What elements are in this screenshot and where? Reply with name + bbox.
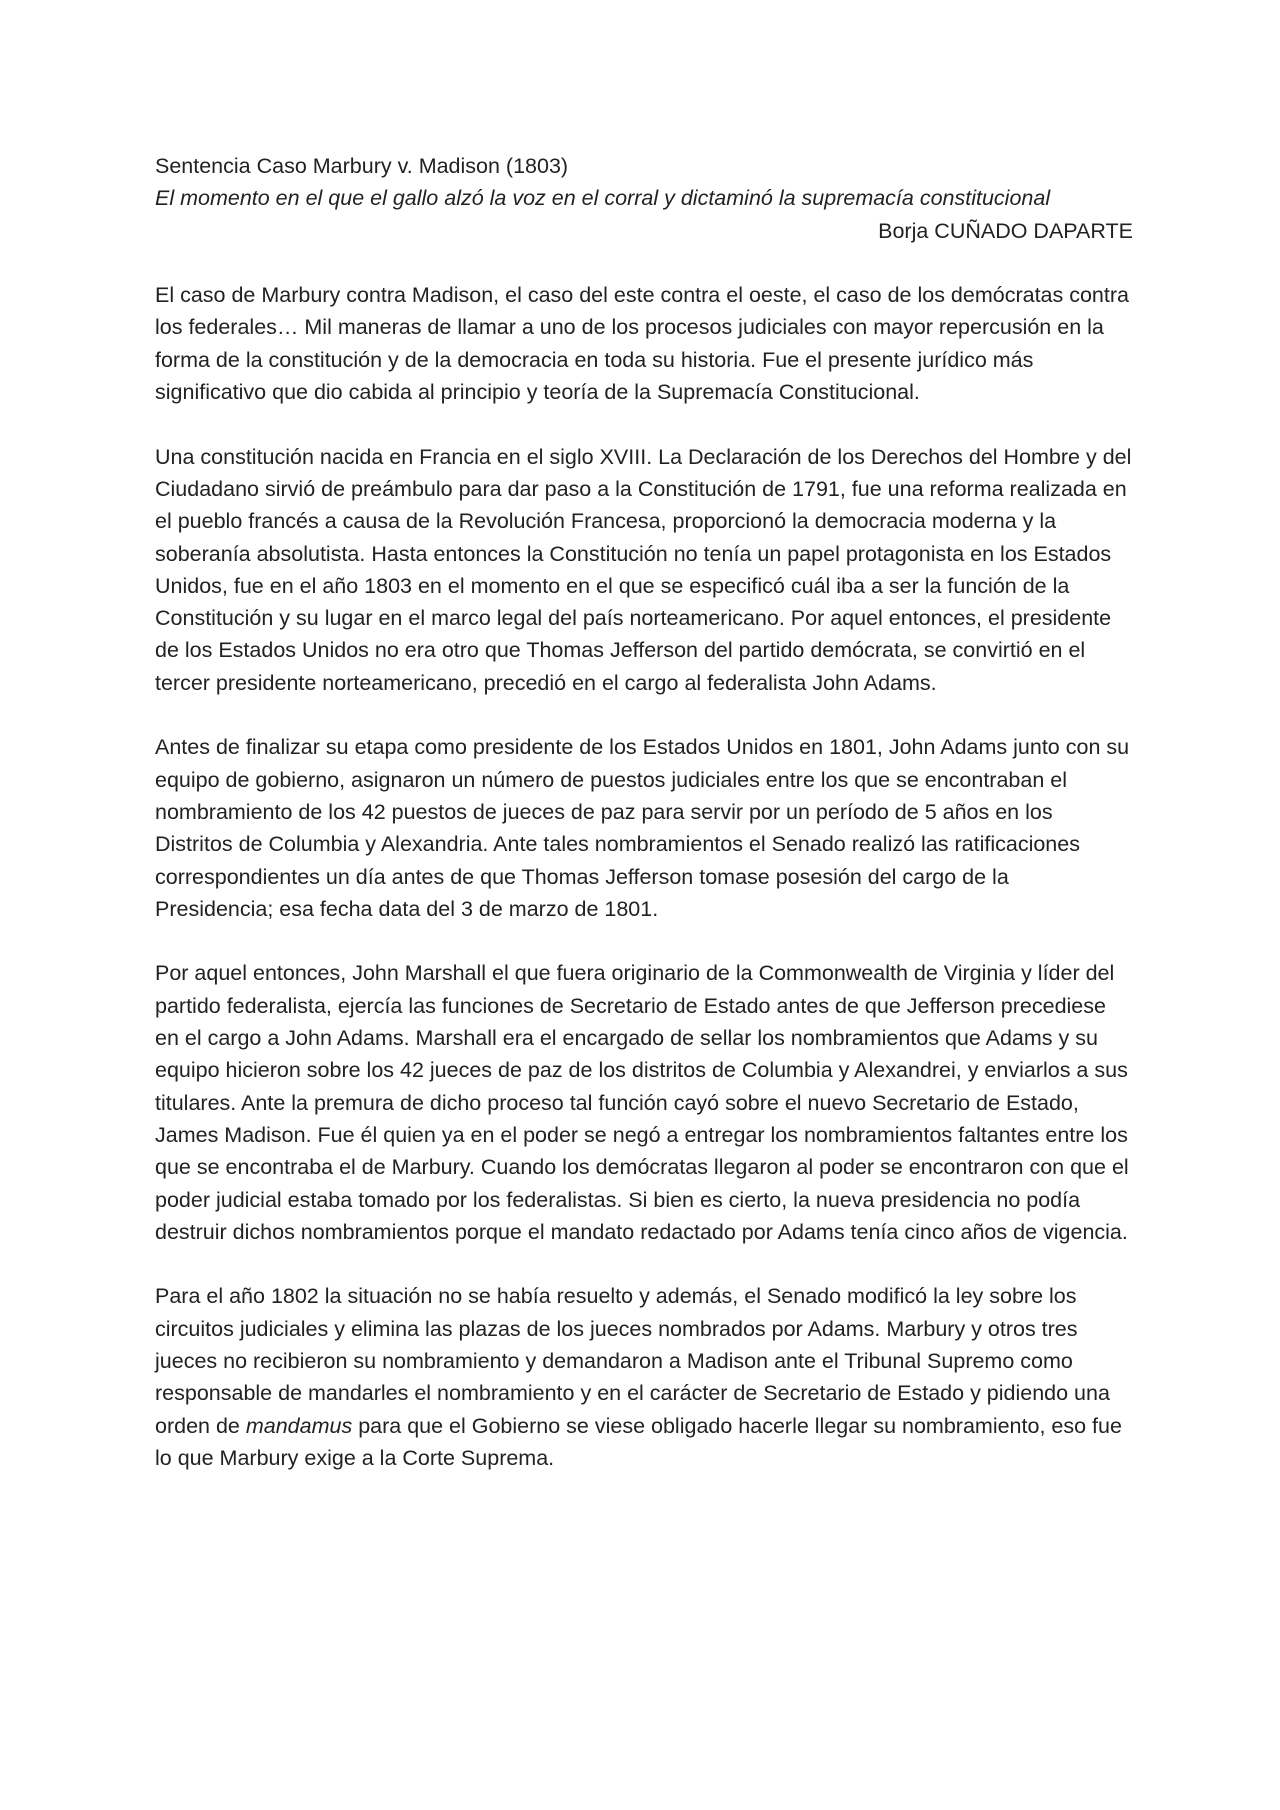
paragraph-5-text-after: para que el Gobierno se viese obligado hacerle llegar su nombramiento, eso fue lo que Marbury exige a la Corte Suprema. [155, 1413, 1122, 1470]
paragraph-5-text-before: Para el año 1802 la situación no se había resuelto y además, el Senado modificó la ley sobre los circuitos judiciales y elimina las plazas de los jueces nombrados por Adams. Marbury y otros tres jueces no recibieron su nombramiento y demandaron a Madison ante el Tribunal Supremo como responsable de mandarles el nombramiento y en el carácter de Secretario de Estado y pidiendo una orden de [155, 1284, 1110, 1438]
body-paragraph-3: Antes de finalizar su etapa como presidente de los Estados Unidos en 1801, John Adams junto con su equipo de gobierno, asignaron un número de puestos judiciales entre los que se encontraban el nombramiento de los 42 puestos de jueces de paz para servir por un período de 5 años en los Distritos de Columbia y Alexandria. Ante tales nombramientos el Senado realizó las ratificaciones correspondientes un día antes de que Thomas Jefferson tomase posesión del cargo de la Presidencia; esa fecha data del 3 de marzo de 1801. [155, 735, 1130, 921]
body-paragraph-1: El caso de Marbury contra Madison, el caso del este contra el oeste, el caso de los demócratas contra los federales… Mil maneras de llamar a uno de los procesos judiciales con mayor repercusión en la forma de la constitución y de la democracia en toda su historia. Fue el presente jurídico más significativo que dio cabida al principio y teoría de la Supremacía Constitucional. [155, 283, 1129, 405]
document-subtitle: El momento en el que el gallo alzó la voz en el corral y dictaminó la supremacía constitucional [155, 186, 1051, 211]
body-paragraph-4: Por aquel entonces, John Marshall el que fuera originario de la Commonwealth de Virginia y líder del partido federalista, ejercía las funciones de Secretario de Estado antes de que Jefferson precediese en el cargo a John Adams. Marshall era el encargado de sellar los nombramientos que Adams y su equipo hicieron sobre los 42 jueces de paz de los distritos de Columbia y Alexandrei, y enviarlos a sus titulares. Ante la premura de dicho proceso tal función cayó sobre el nuevo Secretario de Estado, James Madison. Fue él quien ya en el poder se negó a entregar los nombramientos faltantes entre los que se encontraba el de Marbury. Cuando los demócratas llegaron al poder se encontraron con que el poder judicial estaba tomado por los federalistas. Si bien es cierto, la nueva presidencia no podía destruir dichos nombramientos porque el mandato redactado por Adams tenía cinco años de vigencia. [155, 961, 1129, 1244]
document-page [155, 150, 1133, 1474]
body-paragraph-2: Una constitución nacida en Francia en el siglo XVIII. La Declaración de los Derechos del Hombre y del Ciudadano sirvió de preámbulo para dar paso a la Constitución de 1791, fue una reforma realizada en el pueblo francés a causa de la Revolución Francesa, proporcionó la democracia moderna y la soberanía absolutista. Hasta entonces la Constitución no tenía un papel protagonista en los Estados Unidos, fue en el año 1803 en el momento en el que se especificó cuál iba a ser la función de la Constitución y su lugar en el marco legal del país norteamericano. Por aquel entonces, el presidente de los Estados Unidos no era otro que Thomas Jefferson del partido demócrata, se convirtió en el tercer presidente norteamericano, precedió en el cargo al federalista John Adams. [155, 444, 1132, 695]
body-paragraph-5 [155, 1280, 1133, 1474]
document-author: Borja CUÑADO DAPARTE [878, 218, 1133, 243]
document-title: Sentencia Caso Marbury v. Madison (1803) [155, 154, 569, 178]
paragraph-5-italic-term: mandamus [245, 1413, 353, 1438]
